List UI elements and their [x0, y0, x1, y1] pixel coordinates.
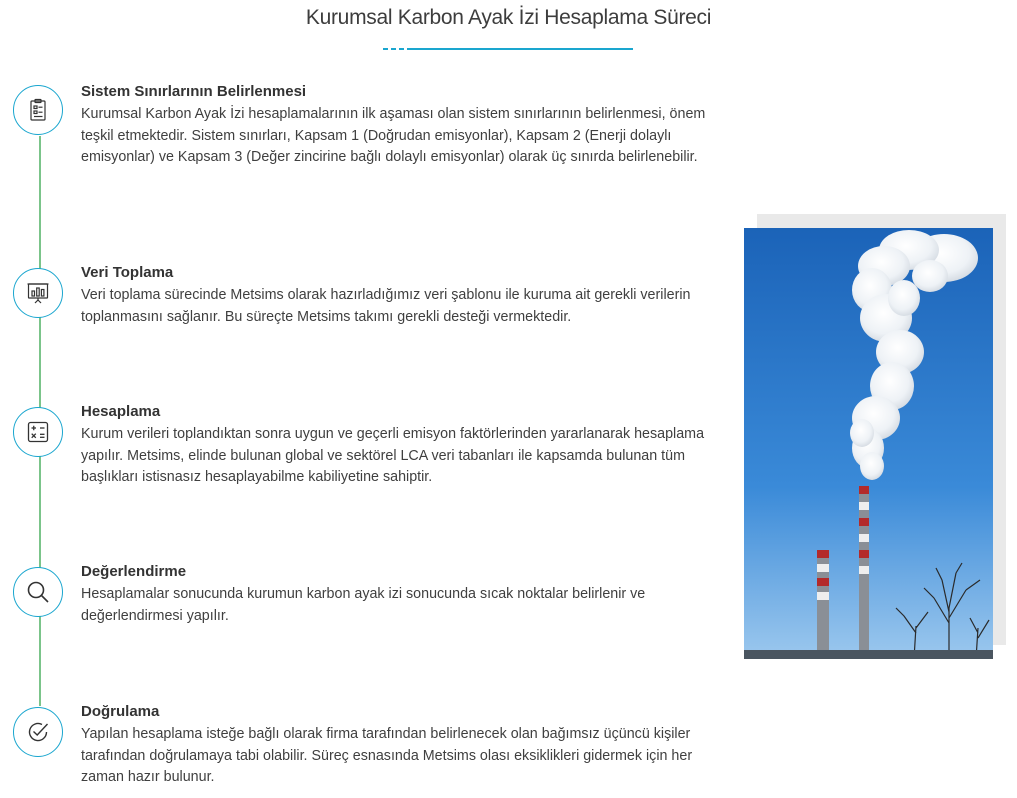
- step-title: Doğrulama: [81, 703, 160, 720]
- title-underline: [383, 48, 635, 51]
- factory-chimneys-smoke-photo: [744, 228, 993, 659]
- page-title: Kurumsal Karbon Ayak İzi Hesaplama Süreci: [305, 6, 712, 29]
- step-description: Yapılan hesaplama isteğe bağlı olarak firma tarafından belirlenecek olan bağımsız üçüncü kişiler tarafından doğrulamaya tabi olabilir. Süreç esnasında Metsims olası eksiklikleri gidermek için her zaman hazır bulunur.: [81, 726, 693, 785]
- clipboard-list-icon: [13, 85, 63, 135]
- search-icon: [13, 567, 63, 617]
- check-circle-icon: [13, 707, 63, 757]
- step-description: Kurumsal Karbon Ayak İzi hesaplamalarının ilk aşaması olan sistem sınırlarının belirlenmesi, önem teşkil etmektedir. Sistem sınırları, Kapsam 1 (Doğrudan emisyonlar), Kapsam 2 (Enerji dolaylı emisyonlar) ve Kapsam 3 (Değer zincirine bağlı dolaylı emisyonlar) olarak üç sınırda belirlenebilir.: [81, 106, 706, 165]
- step-description: Hesaplamalar sonucunda kurumun karbon ayak izi sonucunda sıcak noktalar belirlenir ve değerlendirmesi yapılır.: [81, 586, 646, 624]
- presentation-chart-icon: [13, 268, 63, 318]
- step-title: Hesaplama: [81, 403, 161, 420]
- calculator-icon: [13, 407, 63, 457]
- step-title: Değerlendirme: [81, 563, 187, 580]
- step-description: Kurum verileri toplandıktan sonra uygun ve geçerli emisyon faktörlerinden yararlanarak hesaplama yapılır. Metsims, elinde bulunan global ve sektörel LCA veri tabanları ile kapsamda bulunan tüm başlıkları istisnasız hesaplayabilme kabiliyetine sahiptir.: [81, 426, 705, 485]
- step-title: Sistem Sınırlarının Belirlenmesi: [81, 83, 307, 100]
- step-description: Veri toplama sürecinde Metsims olarak hazırladığımız veri şablonu ile kuruma ait gerekli verilerin toplanmasını sağlanır. Bu süreçte Metsims takımı gerekli desteği vermektedir.: [81, 287, 691, 325]
- step-title: Veri Toplama: [81, 264, 174, 281]
